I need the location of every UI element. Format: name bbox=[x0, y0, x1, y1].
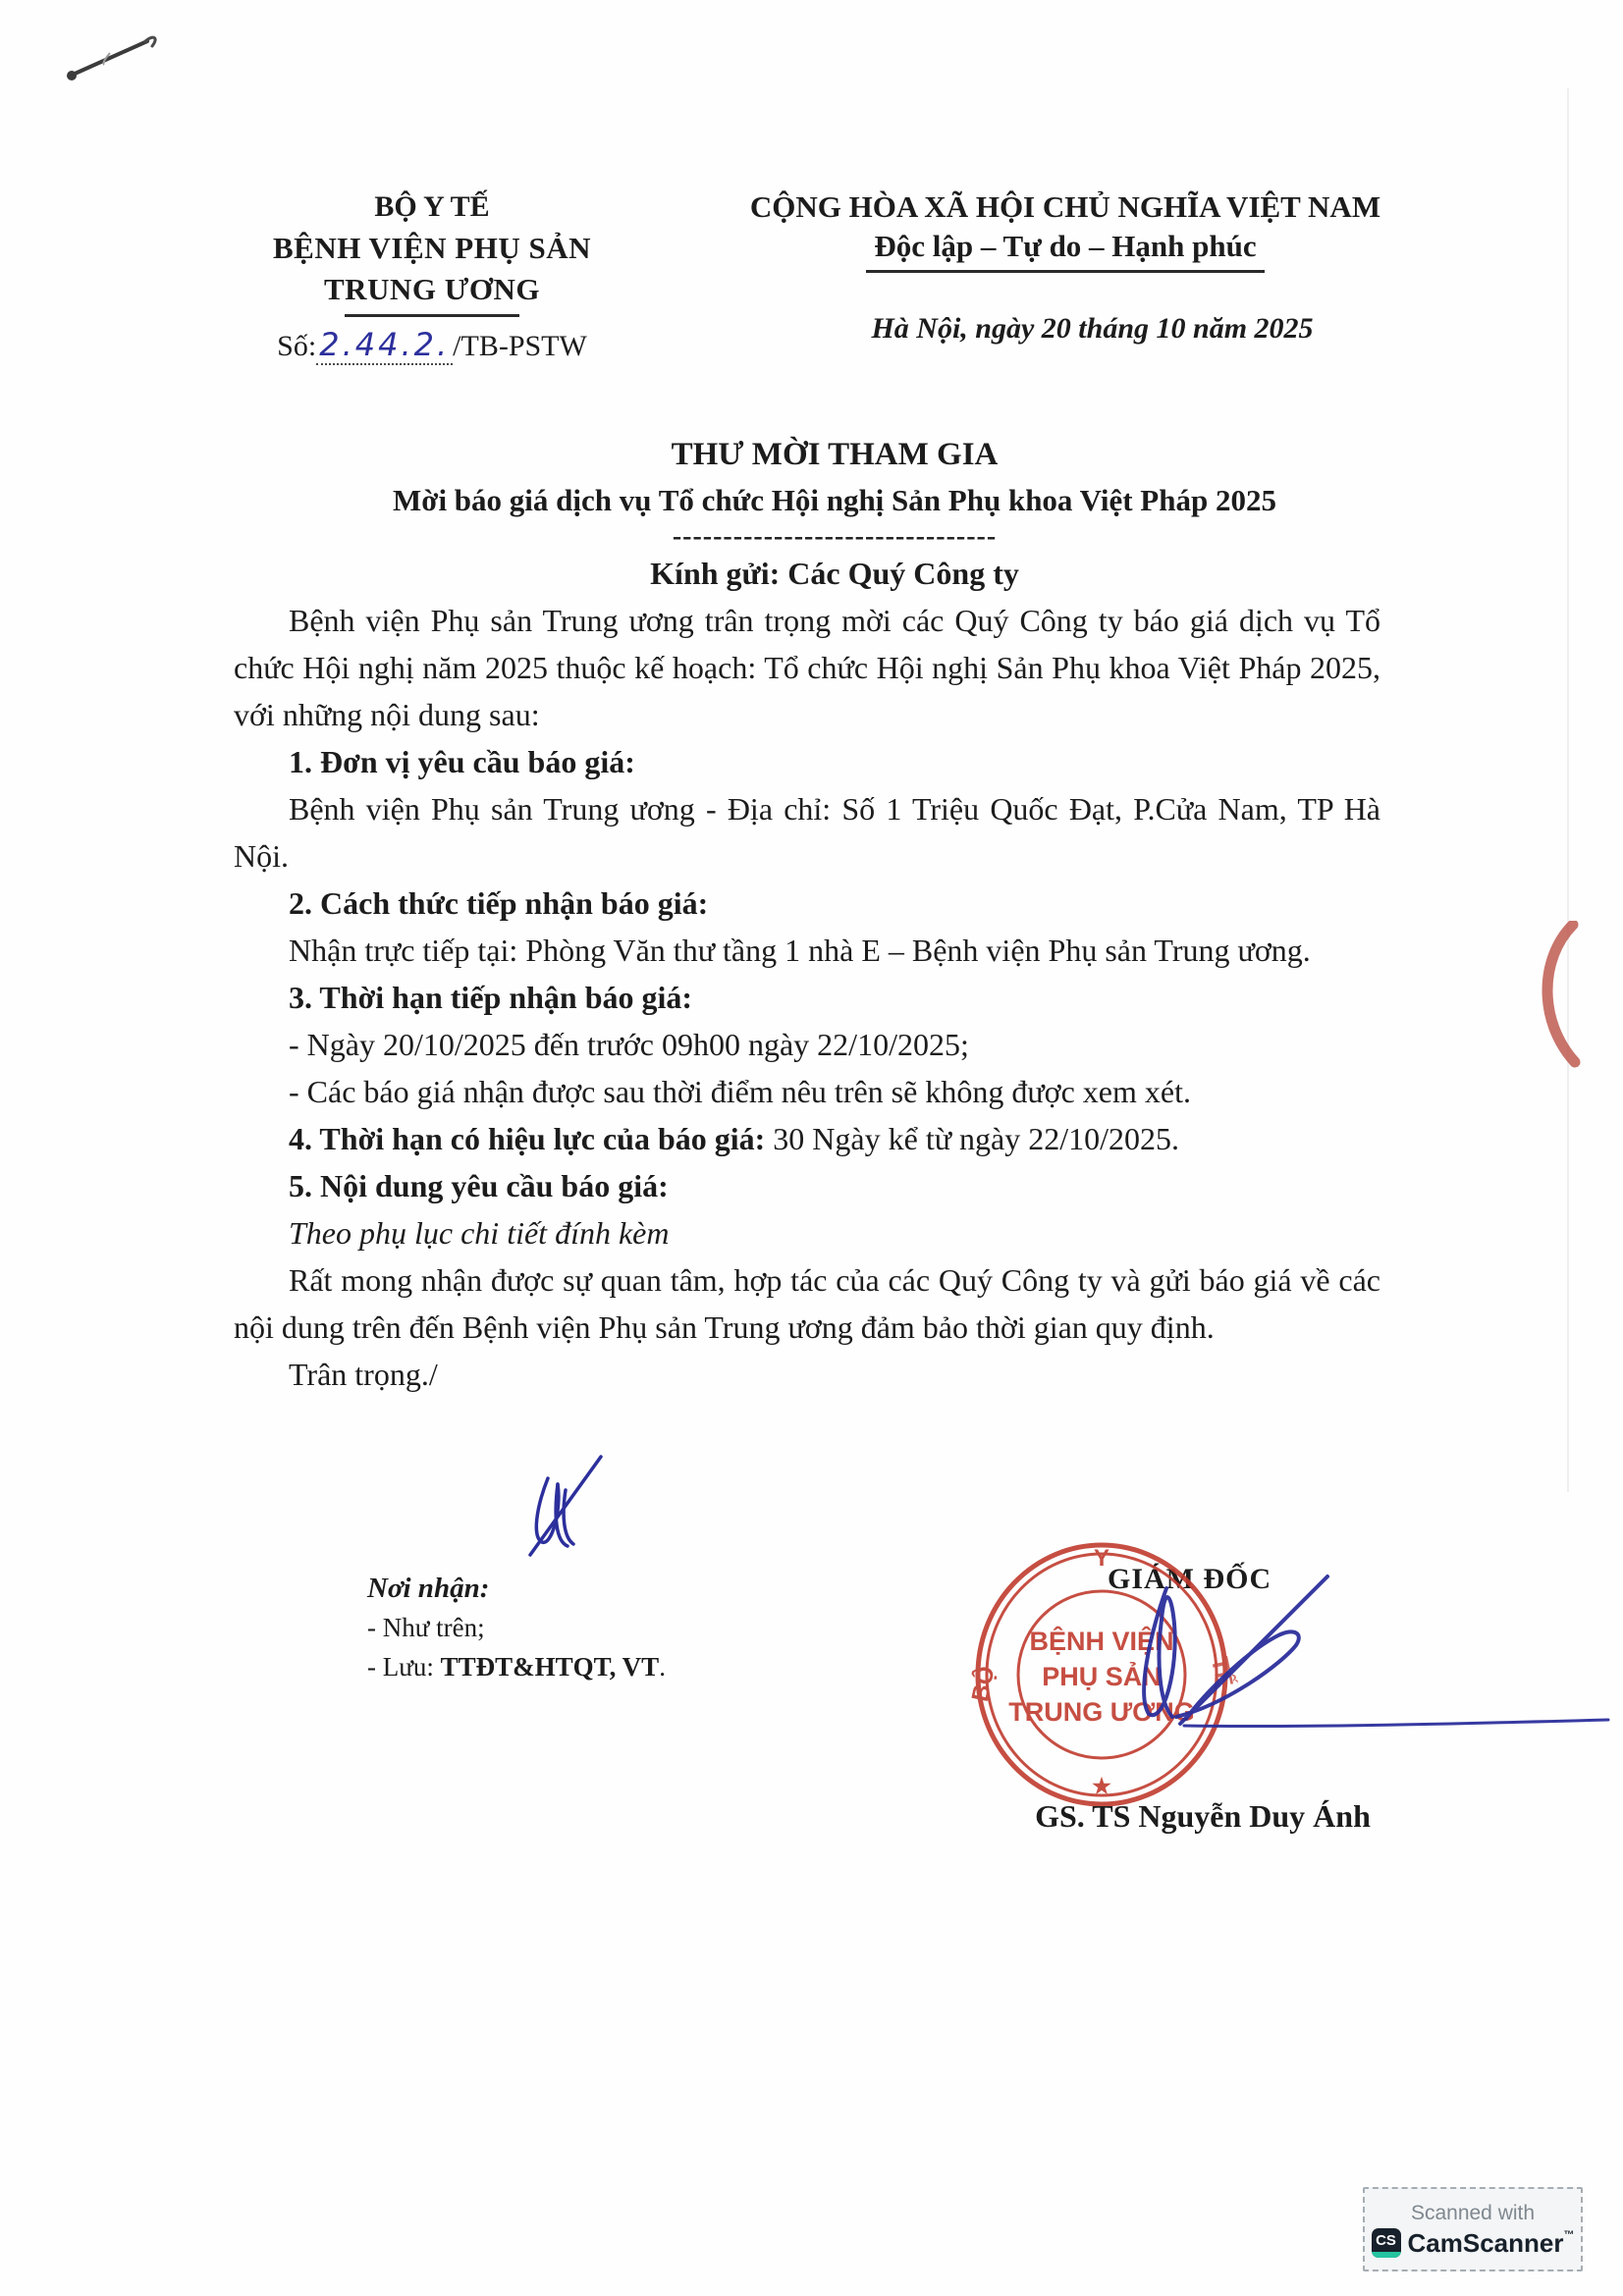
stamp-ring-left: BỘ bbox=[967, 1664, 1001, 1704]
title-divider: -------------------------------- bbox=[672, 521, 998, 552]
section-5-heading: 5. Nội dung yêu cầu báo giá: bbox=[289, 1168, 669, 1203]
signer-title: GIÁM ĐỐC bbox=[1108, 1563, 1272, 1595]
section-3-bullet-1: - Ngày 20/10/2025 đến trước 09h00 ngày 22/10/2025; bbox=[289, 1027, 969, 1062]
badge-app-name bbox=[1408, 2229, 1575, 2257]
org-name-line1: BỆNH VIỆN PHỤ SẢN bbox=[272, 231, 591, 265]
document-number bbox=[221, 324, 643, 367]
letter-title: THƯ MỜI THAM GIA bbox=[671, 437, 999, 472]
salutation: Kính gửi: Các Quý Công ty bbox=[650, 556, 1019, 591]
section-5-note: Theo phụ lục chi tiết đính kèm bbox=[289, 1215, 670, 1251]
doc-no-handwritten: 2.44.2. bbox=[316, 326, 453, 365]
pen-mark-artifact bbox=[51, 14, 179, 92]
recipient-item bbox=[367, 1647, 666, 1686]
section-4-text: 30 Ngày kể từ ngày 22/10/2025. bbox=[765, 1121, 1180, 1156]
section-4-heading: 4. Thời hạn có hiệu lực của báo giá: bbox=[289, 1121, 766, 1156]
date-line: Hà Nội, ngày 20 tháng 10 năm 2025 bbox=[871, 312, 1314, 345]
doc-no-prefix: Số: bbox=[277, 330, 317, 362]
section-3-heading: 3. Thời hạn tiếp nhận báo giá: bbox=[289, 980, 693, 1015]
camscanner-icon-strip bbox=[1372, 2252, 1401, 2258]
issuer-header bbox=[221, 187, 643, 367]
recipients-block bbox=[367, 1569, 666, 1686]
badge-caption: Scanned with bbox=[1410, 2201, 1536, 2224]
recipients-label: Nơi nhận: bbox=[367, 1573, 490, 1604]
handwritten-initial-ink bbox=[518, 1451, 612, 1559]
org-underline bbox=[345, 314, 519, 317]
recipient-archive-prefix: - Lưu: bbox=[367, 1652, 441, 1682]
camscanner-icon bbox=[1372, 2228, 1401, 2258]
ministry-name: BỘ Y TẾ bbox=[374, 190, 490, 223]
national-header bbox=[741, 187, 1389, 346]
section-4-line bbox=[234, 1115, 1380, 1162]
signature-ink bbox=[933, 1527, 1620, 1812]
recipient-archive-suffix: . bbox=[659, 1652, 666, 1682]
closing-paragraph: Rất mong nhận được sự quan tâm, hợp tác của các Quý Công ty và gửi báo giá về các nội dung trên đến Bệnh viện Phụ sản Trung ương đảm bảo thời gian quy định. bbox=[234, 1262, 1380, 1345]
badge-trademark: ™ bbox=[1563, 2228, 1575, 2241]
page-edge-line bbox=[1567, 88, 1569, 1492]
section-2-text: Nhận trực tiếp tại: Phòng Văn thư tầng 1 nhà E – Bệnh viện Phụ sản Trung ương. bbox=[289, 933, 1311, 968]
signer-name: GS. TS Nguyễn Duy Ánh bbox=[1035, 1798, 1371, 1834]
section-2-heading: 2. Cách thức tiếp nhận báo giá: bbox=[289, 885, 709, 921]
camscanner-icon-label: CS bbox=[1376, 2232, 1396, 2249]
section-1-heading: 1. Đơn vị yêu cầu báo giá: bbox=[289, 744, 635, 779]
bleed-through-stamp-artifact bbox=[1534, 921, 1623, 1068]
national-title: CỘNG HÒA XÃ HỘI CHỦ NGHĨA VIỆT NAM bbox=[749, 189, 1381, 224]
national-motto: Độc lập – Tự do – Hạnh phúc bbox=[866, 228, 1264, 273]
recipient-item: - Như trên; bbox=[367, 1613, 485, 1642]
stamp-center-line2: PHỤ SẢN bbox=[1042, 1662, 1162, 1691]
intro-paragraph: Bệnh viện Phụ sản Trung ương trân trọng mời các Quý Công ty báo giá dịch vụ Tổ chức Hội nghị năm 2025 thuộc kế hoạch: Tổ chức Hội nghị Sản Phụ khoa Việt Pháp 2025, với những nội dung sau: bbox=[234, 603, 1380, 732]
section-1-text: Bệnh viện Phụ sản Trung ương - Địa chỉ: Số 1 Triệu Quốc Đạt, P.Cửa Nam, TP Hà Nội. bbox=[234, 791, 1380, 874]
stamp-center-line3: TRUNG ƯƠNG bbox=[1008, 1697, 1195, 1727]
letter-body bbox=[234, 432, 1380, 1398]
stamp-star: ★ bbox=[1092, 1774, 1111, 1798]
stamp-center-line1: BỆNH VIỆN bbox=[1029, 1627, 1174, 1656]
letter-subtitle: Mời báo giá dịch vụ Tổ chức Hội nghị Sản Phụ khoa Việt Pháp 2025 bbox=[393, 483, 1276, 517]
org-name-line2: TRUNG ƯƠNG bbox=[324, 272, 540, 306]
badge-app-name-text: CamScanner bbox=[1407, 2227, 1564, 2258]
section-3-bullet-2: - Các báo giá nhận được sau thời điểm nêu trên sẽ không được xem xét. bbox=[289, 1074, 1191, 1109]
recipient-archive-units: TTĐT&HTQT, VT bbox=[440, 1652, 660, 1682]
stamp-ring-right: TẾ bbox=[1205, 1654, 1238, 1690]
regards-line: Trân trọng./ bbox=[289, 1357, 438, 1392]
camscanner-badge bbox=[1363, 2187, 1583, 2271]
badge-brand-row bbox=[1372, 2228, 1575, 2258]
doc-no-suffix: /TB-PSTW bbox=[453, 330, 587, 362]
stamp-ring-top: Y bbox=[1093, 1545, 1110, 1572]
